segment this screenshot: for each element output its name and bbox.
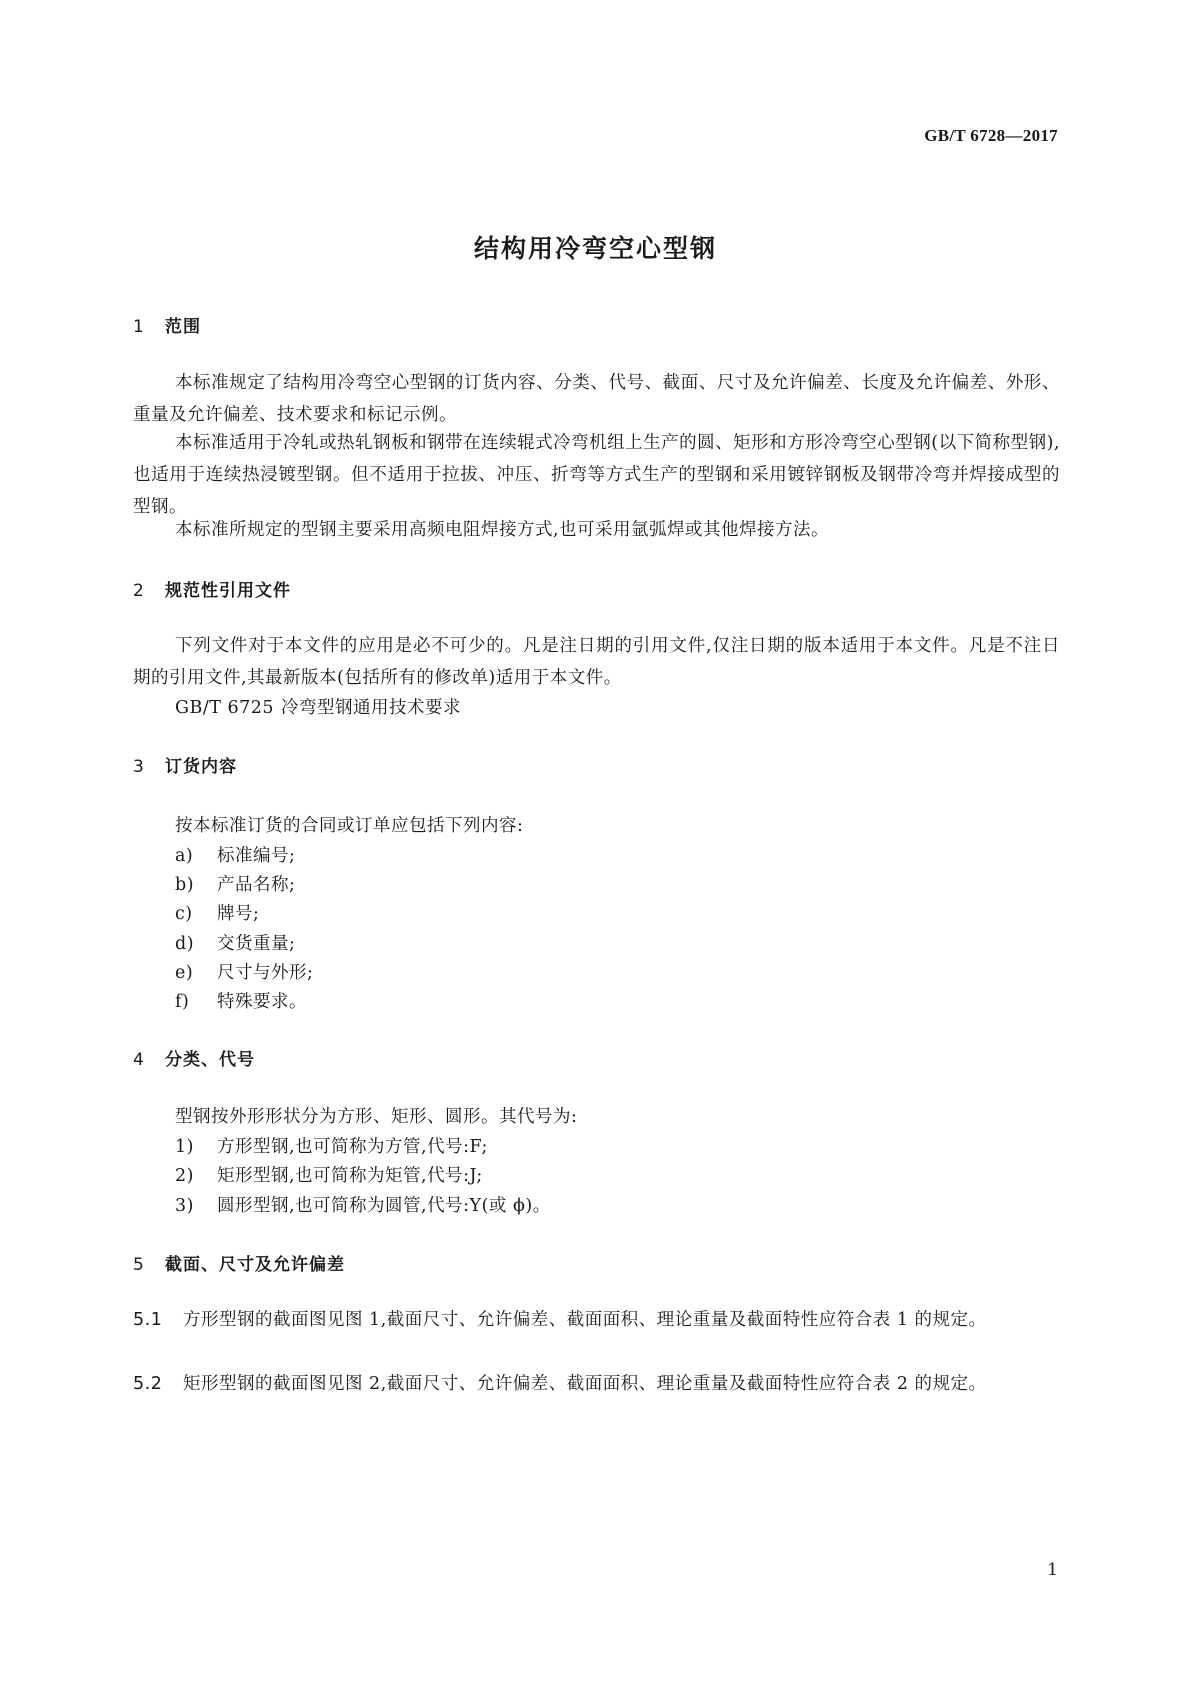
- section-title: 截面、尺寸及允许偏差: [165, 1255, 345, 1275]
- list-item: [175, 1162, 483, 1187]
- paragraph: 下列文件对于本文件的应用是必不可少的。凡是注日期的引用文件,仅注日期的版本适用于本文件。凡是不注日期的引用文件,其最新版本(包括所有的修改单)适用于本文件。: [133, 636, 1060, 688]
- page-number: 1: [1047, 1560, 1058, 1580]
- list-item: [175, 1133, 488, 1158]
- subclause-text: 方形型钢的截面图见图 1,截面尺寸、允许偏差、截面面积、理论重量及截面特性应符合表 1 的规定。: [183, 1310, 987, 1330]
- paragraph: 本标准适用于冷轧或热轧钢板和钢带在连续辊式冷弯机组上生产的圆、矩形和方形冷弯空心型钢(以下简称型钢),也适用于连续热浸镀型钢。但不适用于拉拔、冲压、折弯等方式生产的型钢和采用镀锌钢板及钢带冷弯并焊接成型的型钢。: [133, 433, 1060, 517]
- list-item-text: 特殊要求。: [217, 992, 307, 1012]
- section-number: 1: [133, 317, 145, 337]
- section-number: 4: [133, 1050, 145, 1070]
- list-item-text: 圆形型钢,也可简称为圆管,代号:Y(或 ϕ)。: [217, 1196, 551, 1216]
- list-item: [175, 959, 313, 984]
- section-number: 2: [133, 581, 145, 601]
- list-item: [175, 988, 307, 1013]
- list-item-text: 标准编号;: [217, 846, 296, 866]
- standard-code: GB/T 6728—2017: [924, 126, 1058, 145]
- section-4-heading: [133, 1045, 255, 1070]
- section-number: 3: [133, 757, 145, 777]
- reference-title: 冷弯型钢通用技术要求: [281, 698, 461, 718]
- list-marker: f): [175, 992, 190, 1012]
- list-item: [175, 930, 295, 955]
- subclause: [133, 1368, 1060, 1400]
- section-title: 分类、代号: [165, 1050, 255, 1070]
- paragraph: 本标准所规定的型钢主要采用高频电阻焊接方式,也可采用氩弧焊或其他焊接方法。: [175, 520, 830, 540]
- list-item-text: 矩形型钢,也可简称为矩管,代号:J;: [217, 1166, 483, 1186]
- list-item: [175, 1192, 551, 1217]
- subclause-number: 5.2: [133, 1374, 163, 1394]
- list-intro: 型钢按外形形状分为方形、矩形、圆形。其代号为:: [175, 1107, 578, 1127]
- list-item-text: 交货重量;: [217, 934, 296, 954]
- list-marker: 1): [175, 1137, 194, 1157]
- section-5-heading: [133, 1250, 345, 1275]
- list-marker: d): [175, 934, 195, 954]
- list-item: [175, 842, 295, 867]
- list-marker: 2): [175, 1166, 194, 1186]
- subclause-text: 矩形型钢的截面图见图 2,截面尺寸、允许偏差、截面面积、理论重量及截面特性应符合表 2 的规定。: [183, 1374, 987, 1394]
- subclause-number: 5.1: [133, 1310, 163, 1330]
- list-item-text: 牌号;: [217, 904, 260, 924]
- reference-code: GB/T 6725: [175, 698, 275, 718]
- section-title: 订货内容: [165, 757, 237, 777]
- list-marker: e): [175, 963, 194, 983]
- reference-entry: [175, 694, 461, 719]
- list-intro: 按本标准订货的合同或订单应包括下列内容:: [175, 816, 524, 836]
- section-1-heading: [133, 312, 201, 337]
- section-3-heading: [133, 752, 237, 777]
- list-marker: a): [175, 846, 194, 866]
- list-marker: 3): [175, 1196, 194, 1216]
- subclause: [133, 1304, 1060, 1336]
- section-title: 规范性引用文件: [165, 581, 291, 601]
- section-title: 范围: [165, 317, 201, 337]
- list-item-text: 产品名称;: [217, 875, 296, 895]
- list-item-text: 尺寸与外形;: [217, 963, 314, 983]
- list-item: [175, 900, 259, 925]
- document-title: 结构用冷弯空心型钢: [473, 234, 717, 263]
- list-item-text: 方形型钢,也可简称为方管,代号:F;: [217, 1137, 488, 1157]
- list-item: [175, 871, 295, 896]
- list-marker: c): [175, 904, 193, 924]
- paragraph: 本标准规定了结构用冷弯空心型钢的订货内容、分类、代号、截面、尺寸及允许偏差、长度及允许偏差、外形、重量及允许偏差、技术要求和标记示例。: [133, 373, 1060, 425]
- section-number: 5: [133, 1255, 145, 1275]
- section-2-heading: [133, 576, 291, 601]
- list-marker: b): [175, 875, 195, 895]
